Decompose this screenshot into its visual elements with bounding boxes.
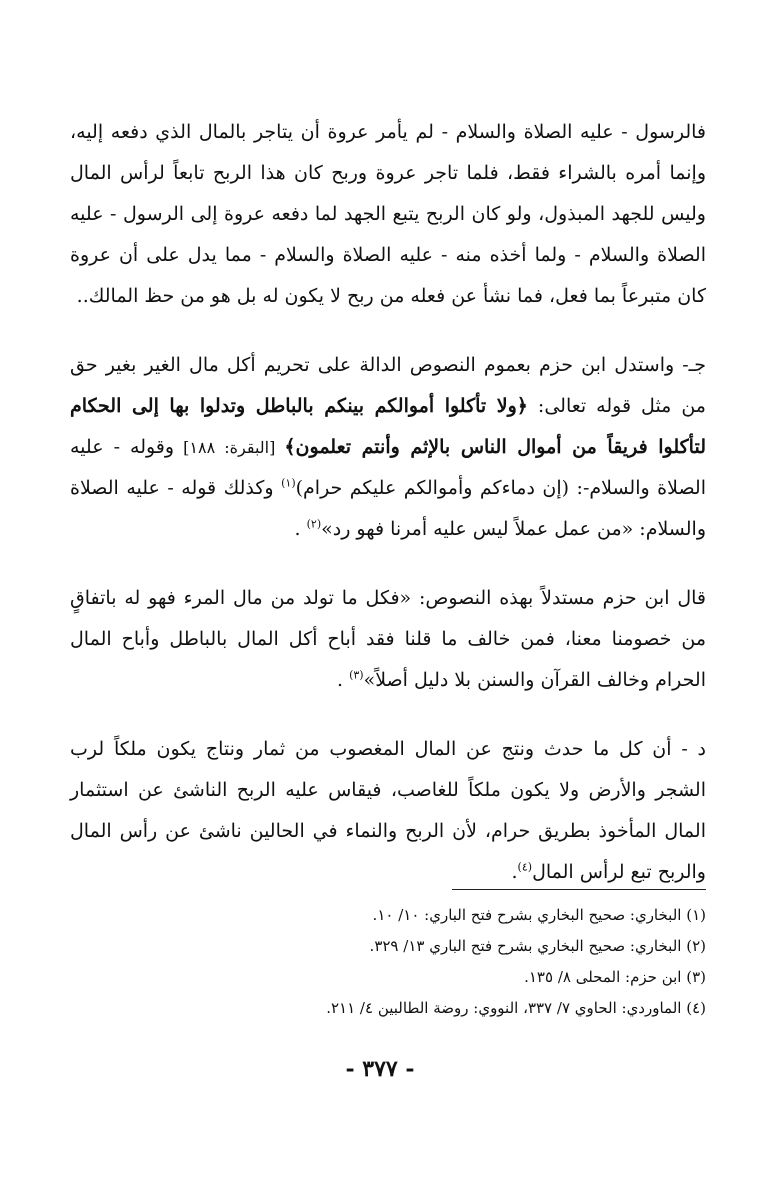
footnote-marker-4: (٤)	[517, 860, 533, 874]
paragraph-4-text: د - أن كل ما حدث ونتج عن المال المغصوب من ثمار ونتاج يكون ملكاً لرب الشجر والأرض ولا يكون ملكاً للغاصب، فيقاس عليه الربح الناشئ عن استثمار المال المأخوذ بطريق حرام، لأن الربح والنماء في الحالين ناشئ عن رأس المال والربح تبع لرأس المال	[70, 738, 706, 883]
paragraph-3	[70, 578, 706, 701]
footnote-4: (٤) الماوردي: الحاوي ٧/ ٣٣٧، النووي: روضة الطالبين ٤/ ٢١١.	[326, 999, 706, 1017]
paragraph-3-end: .	[336, 669, 350, 691]
paragraph-4	[70, 729, 706, 893]
verse-reference: [البقرة: ١٨٨]	[174, 438, 285, 457]
footnote-1: (١) البخاري: صحيح البخاري بشرح فتح الباري: ١٠/ ١٠.	[372, 906, 706, 924]
footnote-marker-1: (١)	[281, 476, 296, 490]
paragraph-4-end: .	[511, 861, 518, 883]
paragraph-2-intro: جـ- واستدل ابن حزم بعموم النصوص الدالة على تحريم أكل مال الغير بغير حق من مثل قوله تعالى:	[70, 354, 706, 417]
footnote-3: (٣) ابن حزم: المحلى ٨/ ١٣٥.	[524, 968, 706, 986]
page-body	[70, 112, 706, 921]
page-number: - ٣٧٧ -	[345, 1056, 415, 1082]
footnote-marker-3: (٣)	[349, 668, 364, 682]
footnote-divider	[452, 889, 706, 890]
paragraph-2-hadith-1: وقوله - عليه الصلاة والسلام-: (إن دماءكم وأموالكم عليكم حرام)	[70, 436, 706, 499]
paragraph-2	[70, 345, 706, 550]
footnotes	[70, 900, 706, 1024]
footnote-2: (٢) البخاري: صحيح البخاري بشرح فتح الباري ١٣/ ٣٢٩.	[369, 937, 706, 955]
paragraph-3-text: قال ابن حزم مستدلاً بهذه النصوص: «فكل ما تولد من مال المرء فهو له باتفاقٍ من خصومنا معنا، فمن خالف ما قلنا فقد أباح أكل المال بالباطل وأباح المال الحرام وخالف القرآن والسنن بلا دليل أصلاً»	[70, 587, 706, 691]
paragraph-1-text: فالرسول - عليه الصلاة والسلام - لم يأمر عروة أن يتاجر بالمال الذي دفعه إليه، وإنما أمره بالشراء فقط، فلما تاجر عروة وربح كان هذا الربح تابعاً لرأس المال وليس للجهد المبذول، ولو كان الربح يتبع الجهد لما دفعه عروة إلى الرسول - عليه الصلاة والسلام - ولما أخذه منه - عليه الصلاة والسلام - مما يدل على أن عروة كان متبرعاً بما فعل، فما نشأ عن فعله من ربح لا يكون له بل هو من حظ المالك..	[70, 121, 706, 307]
footnote-marker-2: (٢)	[306, 517, 322, 531]
quran-verse: ﴿ولا تأكلوا أموالكم بينكم بالباطل وتدلوا بها إلى الحكام لتأكلوا فريقاً من أموال الناس بالإثم وأنتم تعلمون﴾	[70, 395, 706, 458]
paragraph-2-hadith-2: وكذلك قوله - عليه الصلاة والسلام: «من عمل عملاً ليس عليه أمرنا فهو رد»	[70, 477, 706, 540]
paragraph-2-end: .	[294, 518, 307, 540]
paragraph-1	[70, 112, 706, 317]
